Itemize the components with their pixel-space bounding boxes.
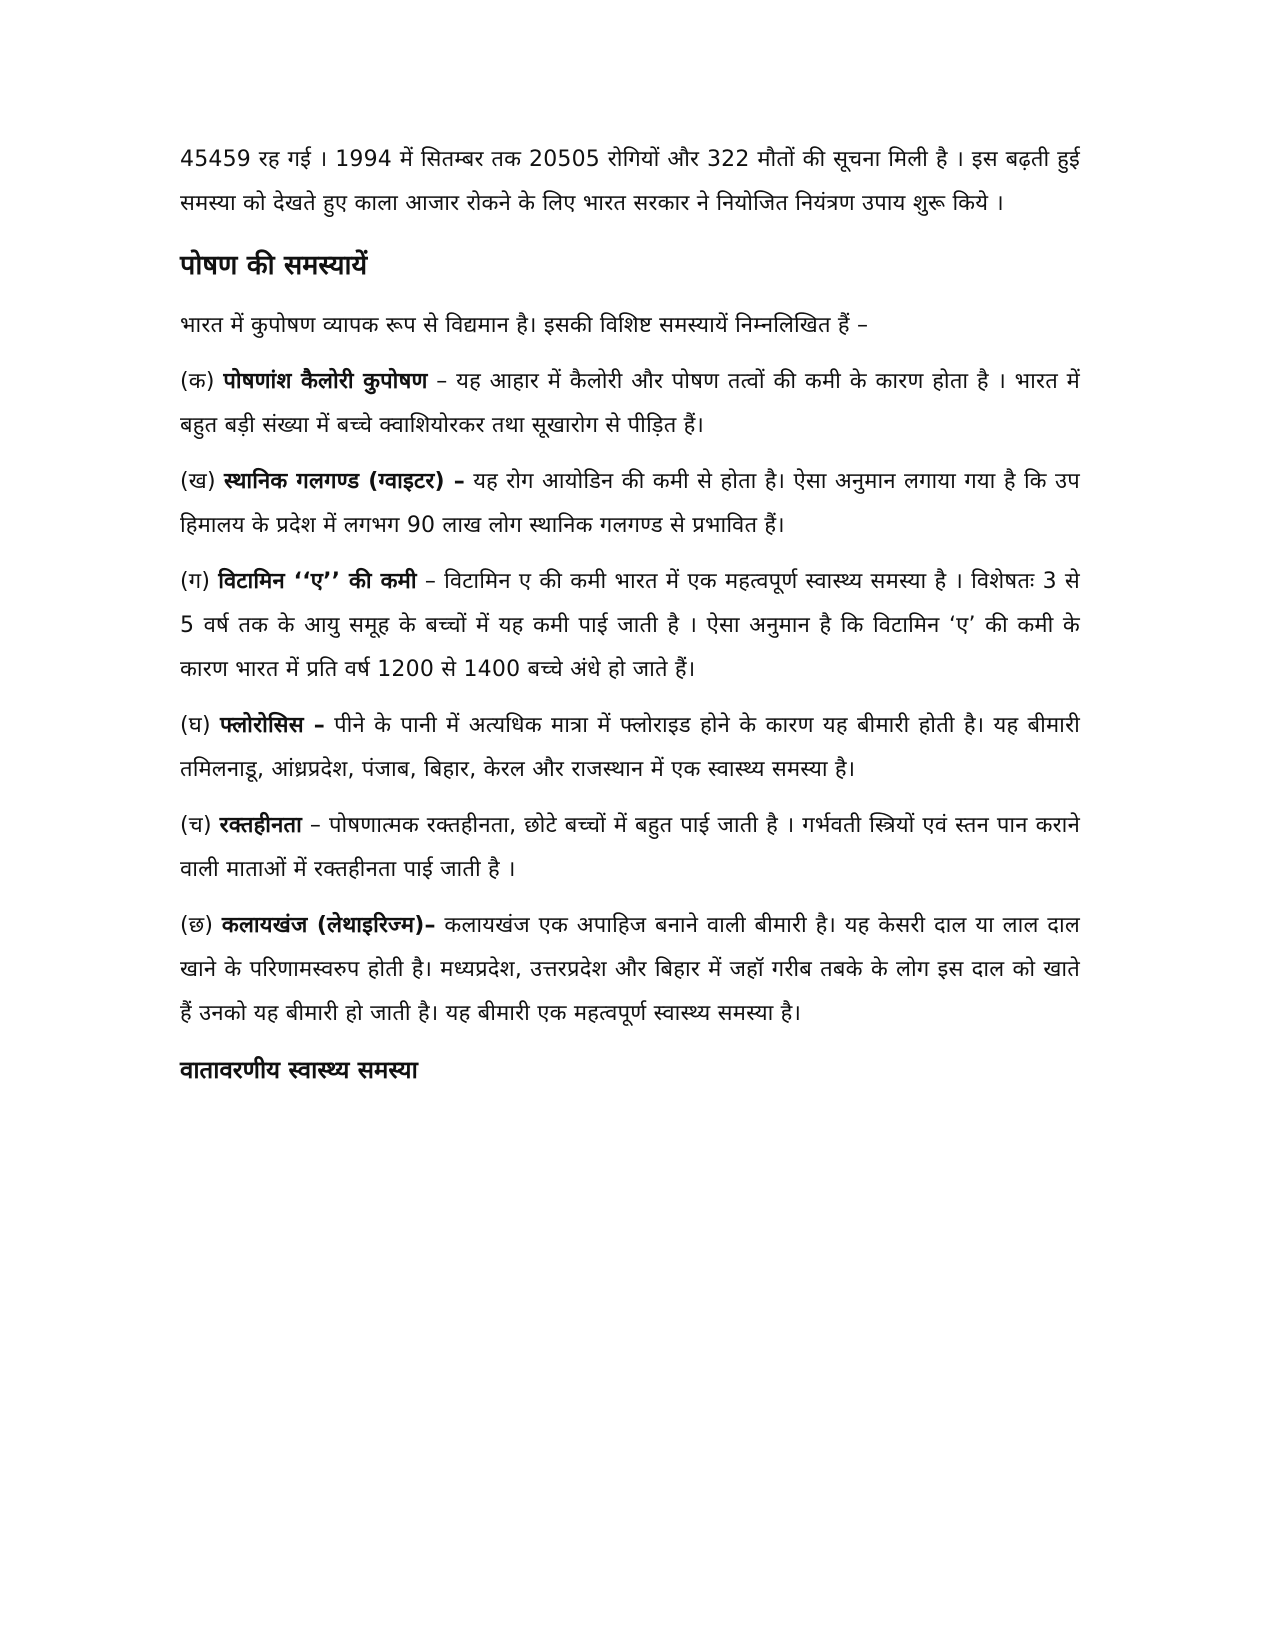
item-text: – पोषणात्मक रक्तहीनता, छोटे बच्चों में बहुत पाई जाती है । गर्भवती स्त्रियों एवं स्तन पान कराने वाली माताओं में रक्तहीनता पाई जाती है ।	[180, 813, 1080, 882]
list-item	[180, 560, 1080, 692]
section-heading-environmental: वातावरणीय स्वास्थ्य समस्या	[180, 1056, 418, 1084]
item-marker: (क)	[180, 369, 215, 394]
item-term: विटामिन ‘‘ए’’ की कमी	[218, 569, 417, 594]
item-marker: (घ)	[180, 713, 211, 738]
list-item	[180, 704, 1080, 792]
item-term: फ्लोरोसिस –	[220, 713, 325, 738]
document-page	[180, 138, 1080, 1092]
list-item	[180, 804, 1080, 892]
list-item	[180, 460, 1080, 548]
item-term: पोषणांश कैलोरी कुपोषण	[223, 369, 428, 394]
item-text: यह रोग आयोडिन की कमी से होता है। ऐसा अनुमान लगाया गया है कि उप हिमालय के प्रदेश में लगभग 90 लाख लोग स्थानिक गलगण्ड से प्रभावित हैं।	[180, 469, 1080, 538]
list-item	[180, 904, 1080, 1036]
item-marker: (छ)	[180, 913, 214, 938]
item-text: कलायखंज एक अपाहिज बनाने वाली बीमारी है। यह केसरी दाल या लाल दाल खाने के परिणामस्वरुप होती है। मध्यप्रदेश, उत्तरप्रदेश और बिहार में जहॉ गरीब तबके के लोग इस दाल को खाते हैं उनको यह बीमारी हो जाती है। यह बीमारी एक महत्वपूर्ण स्वास्थ्य समस्या है।	[180, 913, 1080, 1026]
item-term: कलायखंज (लेथाइरिज्म)–	[221, 913, 436, 938]
lead-paragraph: भारत में कुपोषण व्यापक रूप से विद्यमान है। इसकी विशिष्ट समस्यायें निम्नलिखित हैं –	[180, 313, 869, 338]
item-marker: (ग)	[180, 569, 211, 594]
item-text: – यह आहार में कैलोरी और पोषण तत्वों की कमी के कारण होता है । भारत में बहुत बड़ी संख्या में बच्चे क्वाशियोरकर तथा सूखारोग से पीड़ित हैं।	[180, 369, 1080, 438]
list-item	[180, 360, 1080, 448]
item-marker: (च)	[180, 813, 212, 838]
item-text: पीने के पानी में अत्यधिक मात्रा में फ्लोराइड होने के कारण यह बीमारी होती है। यह बीमारी तमिलनाडू, आंध्रप्रदेश, पंजाब, बिहार, केरल और राजस्थान में एक स्वास्थ्य समस्या है।	[180, 713, 1080, 782]
item-term: स्थानिक गलगण्ड (ग्वाइटर) –	[224, 469, 465, 494]
item-text: – विटामिन ए की कमी भारत में एक महत्वपूर्ण स्वास्थ्य समस्या है । विशेषतः 3 से 5 वर्ष तक के आयु समूह के बच्चों में यह कमी पाई जाती है । ऐसा अनुमान है कि विटामिन ‘ए’ की कमी के कारण भारत में प्रति वर्ष 1200 से 1400 बच्चे अंधे हो जाते हैं।	[180, 569, 1080, 682]
section-heading-nutrition: पोषण की समस्यायें	[180, 250, 368, 281]
item-term: रक्तहीनता	[219, 813, 302, 838]
item-marker: (ख)	[180, 469, 216, 494]
intro-paragraph: 45459 रह गई । 1994 में सितम्बर तक 20505 रोगियों और 322 मौतों की सूचना मिली है । इस बढ़ती हुई समस्या को देखते हुए काला आजार रोकने के लिए भारत सरकार ने नियोजित नियंत्रण उपाय शुरू किये ।	[180, 147, 1080, 216]
